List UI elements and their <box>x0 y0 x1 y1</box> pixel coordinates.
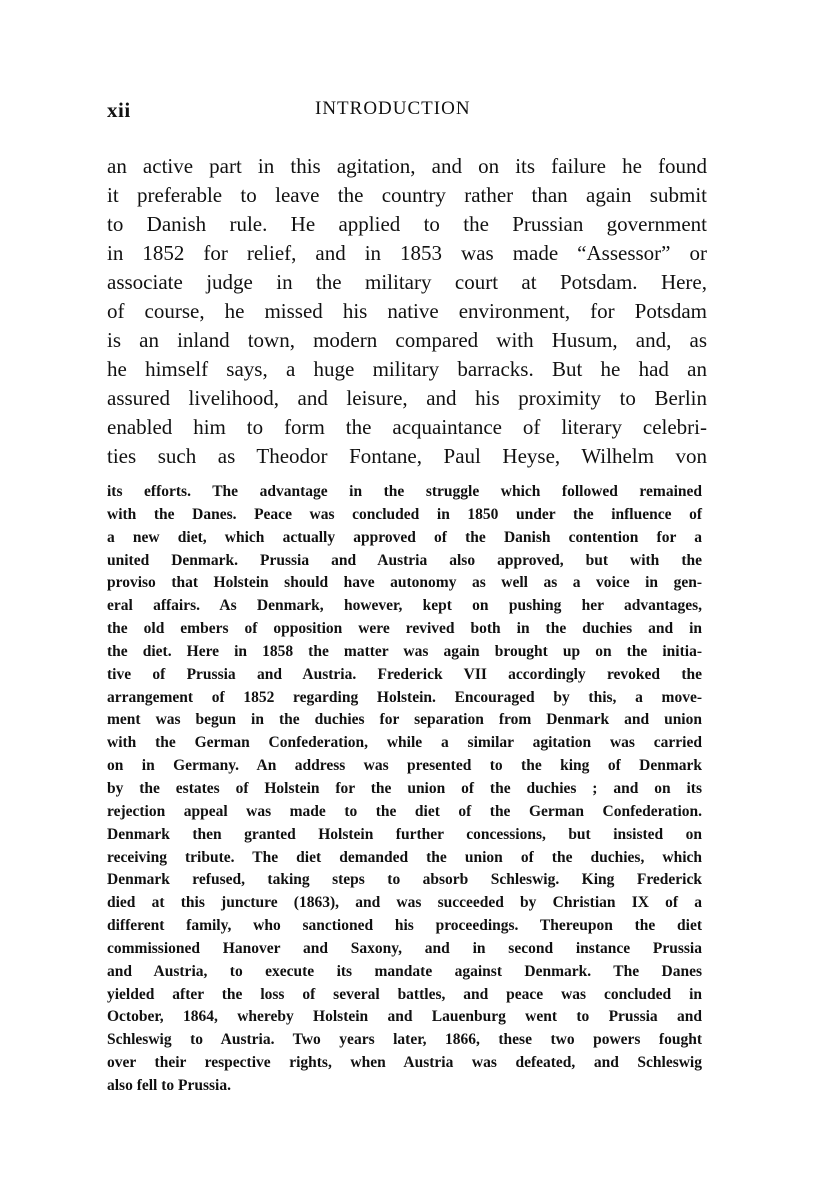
footnote-line: tive of Prussia and Austria. Frederick VII accordingly revoked the <box>107 665 702 683</box>
footnote-line: yielded after the loss of several battles, and peace was concluded in <box>107 985 702 1003</box>
footnote-line: with the German Confederation, while a similar agitation was carried <box>107 734 702 752</box>
text-line: an active part in this agitation, and on its failure he found <box>107 154 707 178</box>
footnote-line: by the estates of Holstein for the union of the duchies ; and on its <box>107 779 702 797</box>
text-line: assured livelihood, and leisure, and his proximity to Berlin <box>107 386 707 410</box>
footnote-line: died at this juncture (1863), and was succeeded by Christian IX of a <box>107 894 702 912</box>
footnote-line: on in Germany. An address was presented to the king of Denmark <box>107 757 702 775</box>
text-line: is an inland town, modern compared with Husum, and, as <box>107 328 707 352</box>
footnote <box>107 481 702 1098</box>
footnote-line: proviso that Holstein should have autonomy as well as a voice in gen- <box>107 574 702 592</box>
footnote-line: Denmark then granted Holstein further concessions, but insisted on <box>107 825 702 843</box>
footnote-line: eral affairs. As Denmark, however, kept on pushing her advantages, <box>107 597 702 615</box>
footnote-line: its efforts. The advantage in the struggle which followed remained <box>107 483 702 500</box>
footnote-line: the diet. Here in 1858 the matter was again brought up on the initia- <box>107 642 702 660</box>
footnote-line: Denmark refused, taking steps to absorb Schleswig. King Frederick <box>107 871 702 889</box>
footnote-line: over their respective rights, when Austria was defeated, and Schleswig <box>107 1054 702 1072</box>
footnote-line: arrangement of 1852 regarding Holstein. Encouraged by this, a move- <box>107 688 702 706</box>
footnote-line: October, 1864, whereby Holstein and Lauenburg went to Prussia and <box>107 1008 702 1026</box>
footnote-line: different family, who sanctioned his proceedings. Thereupon the diet <box>107 917 702 935</box>
footnote-line: a new diet, which actually approved of the Danish contention for a <box>107 528 702 546</box>
text-line: enabled him to form the acquaintance of literary celebri- <box>107 415 707 439</box>
footnote-line: the old embers of opposition were revived both in the duchies and in <box>107 620 702 638</box>
text-line: in 1852 for relief, and in 1853 was made “Assessor” or <box>107 241 707 265</box>
footnote-line: rejection appeal was made to the diet of the German Confederation. <box>107 802 702 820</box>
footnote-line: united Denmark. Prussia and Austria also approved, but with the <box>107 551 702 569</box>
text-line: associate judge in the military court at Potsdam. Here, <box>107 270 707 294</box>
text-line: of course, he missed his native environment, for Potsdam <box>107 299 707 323</box>
text-line: he himself says, a huge military barracks. But he had an <box>107 357 707 381</box>
footnote-line: ment was begun in the duchies for separation from Denmark and union <box>107 711 702 729</box>
running-head: INTRODUCTION <box>315 98 471 119</box>
footnote-line: also fell to Prussia. <box>107 1076 231 1094</box>
page-number: xii <box>107 98 131 122</box>
footnote-line: Schleswig to Austria. Two years later, 1866, these two powers fought <box>107 1031 702 1049</box>
text-line: it preferable to leave the country rather than again submit <box>107 183 707 207</box>
footnote-line: and Austria, to execute its mandate against Denmark. The Danes <box>107 962 702 980</box>
footnote-line: commissioned Hanover and Saxony, and in second instance Prussia <box>107 939 702 957</box>
main-text <box>107 152 707 471</box>
text-line: to Danish rule. He applied to the Prussian government <box>107 212 707 236</box>
footnote-line: with the Danes. Peace was concluded in 1850 under the influence of <box>107 505 702 523</box>
text-line: ties such as Theodor Fontane, Paul Heyse, Wilhelm von <box>107 444 707 468</box>
page-header <box>107 98 703 128</box>
footnote-line: receiving tribute. The diet demanded the union of the duchies, which <box>107 848 702 866</box>
